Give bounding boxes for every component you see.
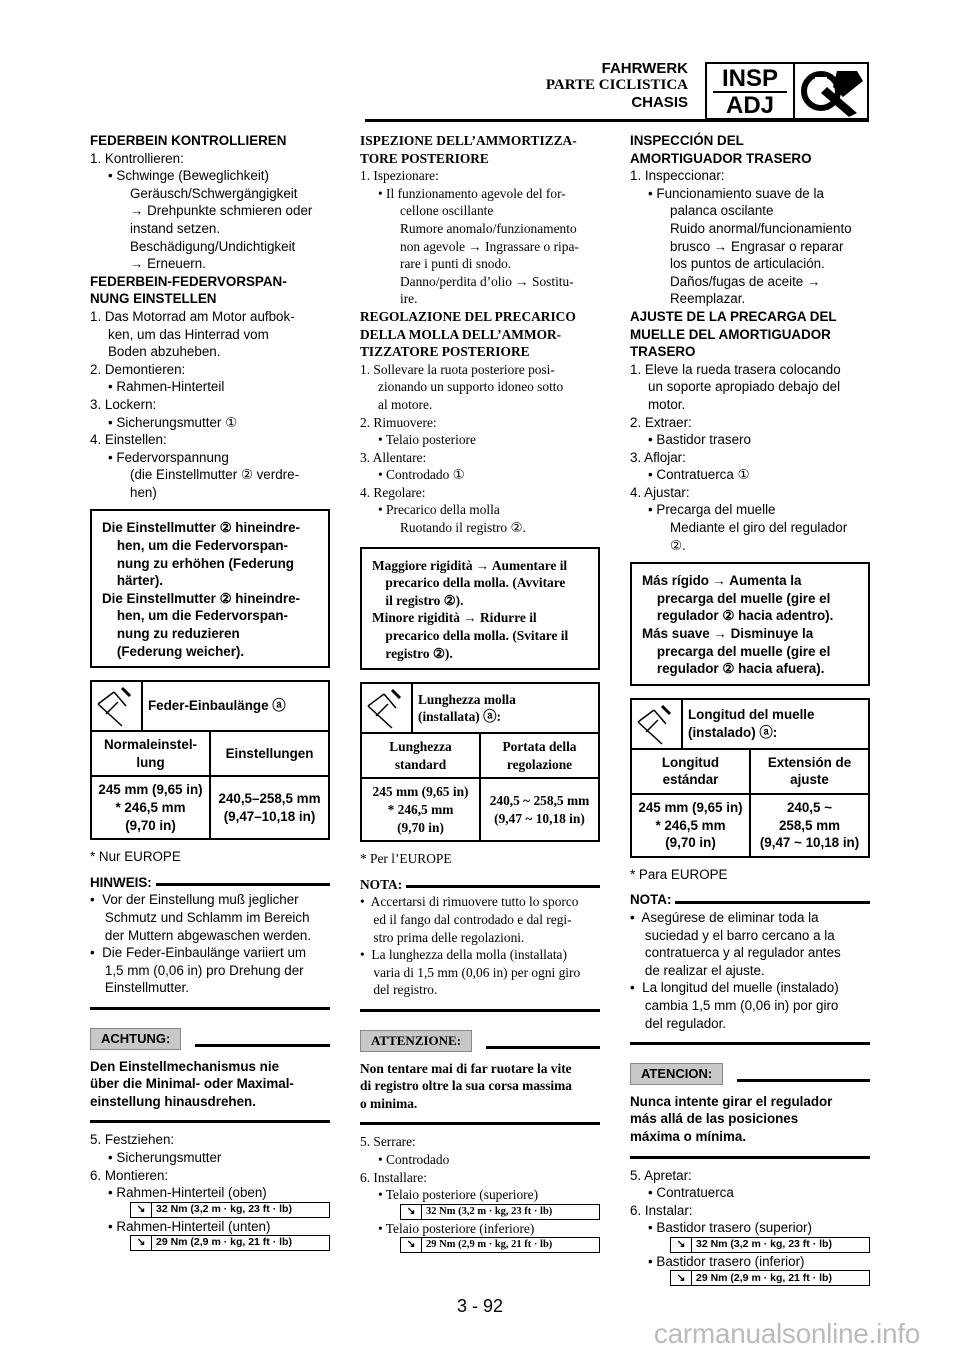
caution-line: o minima. (360, 1095, 418, 1111)
caution-end-rule (360, 1122, 600, 1125)
text-line: 4. Ajustar: (630, 484, 690, 500)
text-line: 1. Eleve la rueda trasera colocando (630, 361, 841, 377)
warning-line: Minore rigidità → Ridurre il (372, 610, 537, 626)
torque-wrench-icon: ↘ (401, 1238, 422, 1252)
warning-line: Die Einstellmutter ② hineindre- (102, 520, 301, 536)
section-heading: MUELLE DEL AMORTIGUADOR (630, 326, 831, 342)
note-text (630, 909, 870, 1032)
warning-line: hen, um die Federvorspan- (102, 538, 289, 554)
section-heading: AMORTIGUADOR TRASERO (630, 150, 812, 166)
text-line: ire. (400, 291, 418, 307)
note-line: • La longitud del muelle (instalado) (630, 980, 839, 996)
text-line: ken, um das Hinterrad vom (108, 326, 269, 342)
text-line: non agevole → Ingrassare o ripa- (400, 238, 579, 254)
measure-icon (632, 700, 684, 748)
section-heading: AJUSTE DE LA PRECARGA DEL (630, 308, 837, 324)
text-line: Boden abzuheben. (108, 344, 221, 360)
caution-label: ACHTUNG: (90, 1028, 181, 1050)
spec-header-standard: Lunghezza standard (389, 739, 452, 772)
text-line: → Erneuern. (130, 256, 206, 272)
note-line: Schmutz und Schlamm im Bereich (90, 909, 310, 925)
spec-header-range: Portata della regolazione (479, 734, 598, 777)
text-block (360, 132, 600, 537)
text-line: 2. Rimuovere: (360, 414, 437, 430)
spec-value-standard: 245 mm (9,65 in) * 246,5 mm (9,70 in) (98, 782, 203, 833)
spec-title: Longitud del muelle (instalado) ⓐ: (688, 707, 815, 740)
step-line: 5. Festziehen: (90, 1132, 175, 1148)
install-steps (90, 1131, 330, 1201)
caution-line: Den Einstellmechanismus nie (90, 1058, 280, 1074)
text-line: cellone oscillante (400, 203, 494, 219)
column-italian (360, 132, 600, 1253)
note-label: NOTA: (630, 892, 672, 908)
caution-text (360, 1060, 600, 1113)
warning-line: Más rígido → Aumenta la (642, 573, 802, 589)
caution-line: Non tentare mai di far ruotare la vite (360, 1060, 572, 1076)
text-line: hen) (130, 484, 157, 500)
text-line: Geräusch/Schwergängigkeit (130, 185, 298, 201)
text-line: un soporte apropiado debajo del (648, 379, 841, 395)
note-end-rule (630, 1042, 870, 1045)
text-line: 2. Demontieren: (90, 361, 186, 377)
note-line: contratuerca y al regulador antes (630, 945, 841, 961)
text-line: 1. Das Motorrad am Motor aufbok- (90, 308, 295, 324)
wrench-icon (797, 67, 865, 117)
note-text (360, 893, 600, 999)
footnote: * Para EUROPE (630, 866, 728, 882)
text-line: 2. Extraer: (630, 414, 692, 430)
footnote: * Nur EUROPE (90, 849, 181, 865)
torque-wrench-icon: ↘ (671, 1271, 692, 1285)
adjust-direction-box (90, 509, 330, 668)
note-line: • Accertarsi di rimuovere tutto lo sporco (360, 894, 579, 910)
step-lower: • Rahmen-Hinterteil (unten) (108, 1218, 271, 1234)
section-heading: TORE POSTERIORE (360, 150, 489, 166)
section-heading: NUNG EINSTELLEN (90, 291, 217, 307)
section-heading: TRASERO (630, 344, 696, 360)
note-line: Einstellmutter. (90, 980, 189, 996)
step-line: 6. Installare: (360, 1169, 427, 1185)
footer-watermark: carmanualsonline.info (653, 1318, 920, 1349)
column-german (90, 132, 330, 1251)
spec-header-standard: Normaleinstel- lung (103, 737, 197, 770)
note-line: stro prima delle regolazioni. (360, 929, 525, 945)
header-title-de: FAHRWERK (601, 60, 688, 77)
text-line: • Schwinge (Beweglichkeit) (108, 168, 269, 184)
text-line: • Il funzionamento agevole del for- (378, 185, 566, 201)
caution-text (90, 1058, 330, 1111)
column-spanish (630, 132, 870, 1286)
step-line: • Controdado (378, 1151, 450, 1167)
header-title-it: PARTE CICLISTICA (545, 77, 688, 93)
text-line: • Contratuerca ① (648, 467, 750, 483)
warning-line: regulador ② hacia adentro). (642, 608, 834, 624)
step-line: • Bastidor trasero (superior) (648, 1220, 812, 1236)
text-line: • Sicherungsmutter ① (108, 414, 238, 430)
warning-line: nung zu reduzieren (102, 626, 240, 642)
spec-title: Feder-Einbaulänge ⓐ (148, 698, 286, 714)
install-steps (630, 1167, 870, 1237)
note-line: • Vor der Einstellung muß jeglicher (90, 892, 299, 908)
text-line: 1. Kontrollieren: (90, 150, 184, 166)
spec-title: Lunghezza molla (installata) ⓐ: (418, 691, 516, 725)
warning-line: precarico della molla. (Avvitare (372, 575, 566, 591)
text-line: • Precarga del muelle (648, 502, 776, 518)
note-line: 1,5 mm (0,06 in) pro Drehung der (90, 962, 304, 978)
section-heading: TIZZATORE POSTERIORE (360, 344, 530, 360)
text-line: 3. Aflojar: (630, 449, 686, 465)
spring-length-spec-table (360, 682, 600, 842)
spec-value-range: 240,5 ~ 258,5 mm (9,47 ~ 10,18 in) (749, 795, 868, 856)
caution-line: más allá de las posiciones (630, 1111, 799, 1127)
section-header (546, 60, 688, 111)
step-line: 5. Serrare: (360, 1134, 416, 1150)
text-line: brusco → Engrasar o reparar (670, 238, 844, 254)
torque-wrench-icon: ↘ (131, 1203, 152, 1217)
warning-line: precarico della molla. (Svitare il (372, 628, 569, 644)
text-line: 3. Lockern: (90, 396, 157, 412)
step-line: 6. Montieren: (90, 1167, 169, 1183)
caution-end-rule (630, 1156, 870, 1159)
section-heading: DELLA MOLLA DELL’AMMOR- (360, 326, 562, 342)
caution-line: máxima o mínima. (630, 1128, 747, 1144)
step-line: 6. Instalar: (630, 1202, 693, 1218)
note-line: der Muttern abgewaschen werden. (90, 927, 312, 943)
install-steps (360, 1133, 600, 1203)
step-line: • Telaio posteriore (superiore) (378, 1187, 539, 1203)
note-end-rule (90, 1007, 330, 1010)
measure-icon (92, 682, 144, 730)
text-line: 1. Inspeccionar: (630, 168, 725, 184)
note-line: varia di 1,5 mm (0,06 in) per ogni giro (360, 964, 581, 980)
note-label: NOTA: (360, 876, 403, 892)
text-line: 3. Allentare: (360, 449, 427, 465)
note-line: • Die Feder-Einbaulänge variiert um (90, 945, 307, 961)
warning-line: Die Einstellmutter ② hineindre- (102, 590, 301, 606)
note-line: ed il fango dal controdado e dal regi- (360, 911, 572, 927)
warning-line: Más suave → Disminuye la (642, 626, 814, 642)
text-line: Beschädigung/Undichtigkeit (130, 238, 296, 254)
text-line: • Precarico della molla (378, 502, 500, 518)
torque-wrench-icon: ↘ (671, 1238, 692, 1252)
caution-end-rule (90, 1120, 330, 1123)
text-line: Reemplazar. (670, 291, 746, 307)
caution-text (630, 1093, 870, 1146)
text-line: → Drehpunkte schmieren oder (130, 203, 313, 219)
text-block (90, 132, 330, 501)
text-line: ②. (670, 537, 686, 553)
torque-lower: 29 Nm (2,9 m · kg, 21 ft · lb) (696, 1271, 832, 1284)
note-line: • La lunghezza della molla (installata) (360, 947, 567, 963)
torque-wrench-icon: ↘ (131, 1236, 152, 1250)
text-line: • Controdado ① (378, 467, 465, 483)
caution-line: über die Minimal- oder Maximal- (90, 1076, 294, 1092)
note-line: de realizar el ajuste. (630, 962, 765, 978)
page-number: 3 - 92 (456, 1296, 504, 1316)
text-block (630, 132, 870, 554)
section-heading: REGOLAZIONE DEL PRECARICO (360, 308, 576, 324)
warning-line: regulador ② hacia afuera). (642, 661, 825, 677)
text-line: Mediante el giro del regulador (670, 520, 848, 536)
step-lower: • Telaio posteriore (inferiore) (378, 1220, 535, 1236)
text-line: Danno/perdita d’olio → Sostitu- (400, 273, 574, 289)
text-line: motor. (648, 396, 686, 412)
section-badge (705, 62, 869, 120)
step-line: • Sicherungsmutter (108, 1149, 222, 1165)
text-line: 4. Einstellen: (90, 432, 167, 448)
section-heading: FEDERBEIN KONTROLLIEREN (90, 133, 287, 148)
text-line: • Funcionamiento suave de la (648, 185, 824, 201)
step-line: • Rahmen-Hinterteil (oben) (108, 1185, 267, 1201)
torque-wrench-icon: ↘ (401, 1205, 422, 1219)
text-line: (die Einstellmutter ② verdre- (130, 467, 300, 483)
spec-value-standard: 245 mm (9,65 in) * 246,5 mm (9,70 in) (372, 784, 469, 835)
caution-line: einstellung hinausdrehen. (90, 1093, 256, 1109)
warning-line: härter). (102, 573, 164, 589)
caution-line: Nunca intente girar el regulador (630, 1093, 833, 1109)
text-line: instand setzen. (130, 220, 221, 236)
text-line: al motore. (378, 396, 433, 412)
torque-upper: 32 Nm (3,2 m · kg, 23 ft · lb) (426, 1205, 553, 1217)
spec-value-range: 240,5–258,5 mm (9,47–10,18 in) (209, 777, 328, 838)
warning-line: il registro ②). (372, 592, 464, 608)
warning-line: Maggiore rigidità → Aumentare il (372, 557, 568, 573)
note-label: HINWEIS: (90, 874, 152, 890)
text-line: Rumore anomalo/funzionamento (400, 220, 577, 236)
measure-icon (362, 684, 414, 732)
text-line: Ruotando il registro ②. (400, 520, 526, 536)
note-line: suciedad y el barro cercano a la (630, 927, 835, 943)
text-line: • Bastidor trasero (648, 432, 751, 448)
caution-label: ATENCION: (630, 1063, 723, 1085)
text-line: los puntos de articulación. (670, 256, 825, 272)
warning-line: precarga del muelle (gire el (642, 590, 831, 606)
spec-value-standard: 245 mm (9,65 in) * 246,5 mm (9,70 in) (638, 800, 743, 851)
section-heading: INSPECCIÓN DEL (630, 133, 744, 148)
spec-header-range: Einstellungen (209, 732, 328, 775)
text-line: Daños/fugas de aceite → (670, 273, 821, 289)
text-line: 4. Regolare: (360, 484, 426, 500)
adjust-direction-box (630, 562, 870, 686)
spec-header-range: Extensión de ajuste (749, 750, 868, 793)
text-line: zionando un supporto idoneo sotto (378, 379, 564, 395)
warning-line: nung zu erhöhen (Federung (102, 555, 294, 571)
text-line: 1. Ispezionare: (360, 168, 439, 184)
warning-line: hen, um die Federvorspan- (102, 608, 289, 624)
step-lower: • Bastidor trasero (inferior) (648, 1253, 805, 1269)
section-heading: ISPEZIONE DELL’AMMORTIZZA- (360, 133, 577, 148)
text-line: • Telaio posteriore (378, 432, 476, 448)
torque-upper: 32 Nm (3,2 m · kg, 23 ft · lb) (696, 1238, 832, 1251)
note-line: • Asegúrese de eliminar toda la (630, 909, 819, 925)
text-line: Ruido anormal/funcionamiento (670, 220, 852, 236)
spec-value-range: 240,5 ~ 258,5 mm (9,47 ~ 10,18 in) (479, 779, 598, 840)
note-line: del registro. (360, 982, 438, 998)
warning-line: precarga del muelle (gire el (642, 643, 831, 659)
text-line: palanca oscilante (670, 203, 774, 219)
footnote: * Per l’EUROPE (360, 851, 452, 867)
note-end-rule (360, 1009, 600, 1012)
text-line: • Federvorspannung (108, 449, 229, 465)
caution-label: ATTENZIONE: (360, 1030, 472, 1052)
warning-line: registro ②). (372, 645, 453, 661)
spring-length-spec-table (90, 680, 330, 840)
note-line: cambia 1,5 mm (0,06 in) por giro (630, 997, 839, 1013)
caution-line: di registro oltre la sua corsa massima (360, 1078, 573, 1094)
adjust-direction-box (360, 547, 600, 671)
torque-upper: 32 Nm (3,2 m · kg, 23 ft · lb) (156, 1202, 292, 1215)
torque-lower: 29 Nm (2,9 m · kg, 21 ft · lb) (426, 1239, 553, 1251)
section-heading: FEDERBEIN-FEDERVORSPAN- (90, 273, 287, 289)
text-line: • Rahmen-Hinterteil (108, 379, 225, 395)
badge-insp: INSP (713, 64, 787, 93)
note-text (90, 891, 330, 997)
header-title-es: CHASIS (631, 94, 688, 111)
note-line: del regulador. (630, 1015, 727, 1031)
step-line: 5. Apretar: (630, 1167, 692, 1183)
text-line: 1. Sollevare la ruota posteriore posi- (360, 361, 555, 377)
spring-length-spec-table (630, 698, 870, 858)
badge-adj: ADJ (725, 92, 774, 119)
text-line: rare i punti di snodo. (400, 256, 512, 272)
step-line: • Contratuerca (648, 1185, 734, 1201)
warning-line: (Federung weicher). (102, 643, 245, 659)
torque-lower: 29 Nm (2,9 m · kg, 21 ft · lb) (156, 1236, 292, 1249)
spec-header-standard: Longitud estándar (661, 754, 720, 788)
